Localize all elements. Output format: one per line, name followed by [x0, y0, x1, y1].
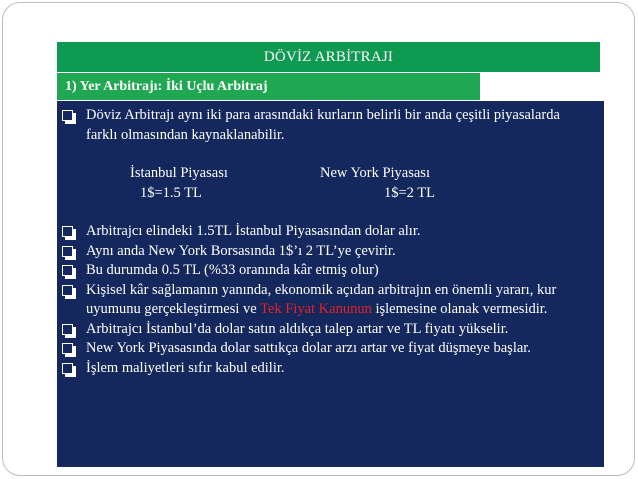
bullet-3 — [62, 261, 594, 281]
market-comparison — [130, 164, 594, 203]
checkbox-bullet-icon — [62, 343, 73, 354]
checkbox-bullet-icon — [62, 265, 73, 276]
bullet-text-pre: Kişisel kâr sağlamanın yanında, ekonomik açıdan arbitrajın en önemli yararı, kur uyumunu gerçekleştirmesi ve — [86, 281, 557, 317]
bullet-1 — [62, 222, 594, 242]
bullet-4 — [62, 281, 594, 320]
checkbox-bullet-icon — [62, 110, 73, 121]
bullet-text: Arbitrajcı İstanbul’da dolar satın aldıkça talep artar ve TL fiyatı yükselir. — [86, 320, 509, 337]
bullet-text: Arbitrajcı elindeki 1.5TL İstanbul Piyasasından dolar alır. — [86, 223, 421, 239]
content-panel — [57, 101, 604, 467]
bullet-text: Bu durumda 0.5 TL (%33 oranında kâr etmiş olur) — [86, 262, 379, 278]
bullet-text: İşlem maliyetleri sıfır kabul edilir. — [86, 359, 285, 376]
bullet-2 — [62, 242, 594, 262]
newyork-market-name: New York Piyasası — [320, 165, 430, 181]
section-subtitle: 1) Yer Arbitrajı: İki Uçlu Arbitraj — [57, 73, 480, 100]
highlighted-term: Tek Fiyat Kanunun — [260, 301, 372, 317]
bullet-5 — [62, 320, 594, 340]
bullet-text-post: işlemesine olanak vermesidir. — [371, 301, 548, 317]
bullet-7 — [62, 359, 594, 379]
bullet-text: Döviz Arbitrajı aynı iki para arasındaki kurların belirli bir anda çeşitli piyasalarda farklı olmasından kaynaklanabilir. — [86, 107, 560, 143]
checkbox-bullet-icon — [62, 285, 73, 296]
spacer — [62, 203, 594, 222]
checkbox-bullet-icon — [62, 363, 73, 374]
bullet-text: New York Piyasasında dolar sattıkça dolar arzı artar ve fiyat düşmeye başlar. — [86, 340, 531, 356]
bullet-intro — [62, 106, 594, 145]
checkbox-bullet-icon — [62, 226, 73, 237]
istanbul-market-name: İstanbul Piyasası — [130, 165, 228, 181]
checkbox-bullet-icon — [62, 324, 73, 335]
bullet-text: Aynı anda New York Borsasında 1$’ı 2 TL’ye çevirir. — [86, 242, 396, 259]
checkbox-bullet-icon — [62, 246, 73, 257]
bullet-6 — [62, 339, 594, 359]
newyork-rate: 1$=2 TL — [384, 184, 436, 201]
slide-title: DÖVİZ ARBİTRAJI — [57, 42, 600, 72]
istanbul-rate: 1$=1.5 TL — [140, 184, 202, 201]
